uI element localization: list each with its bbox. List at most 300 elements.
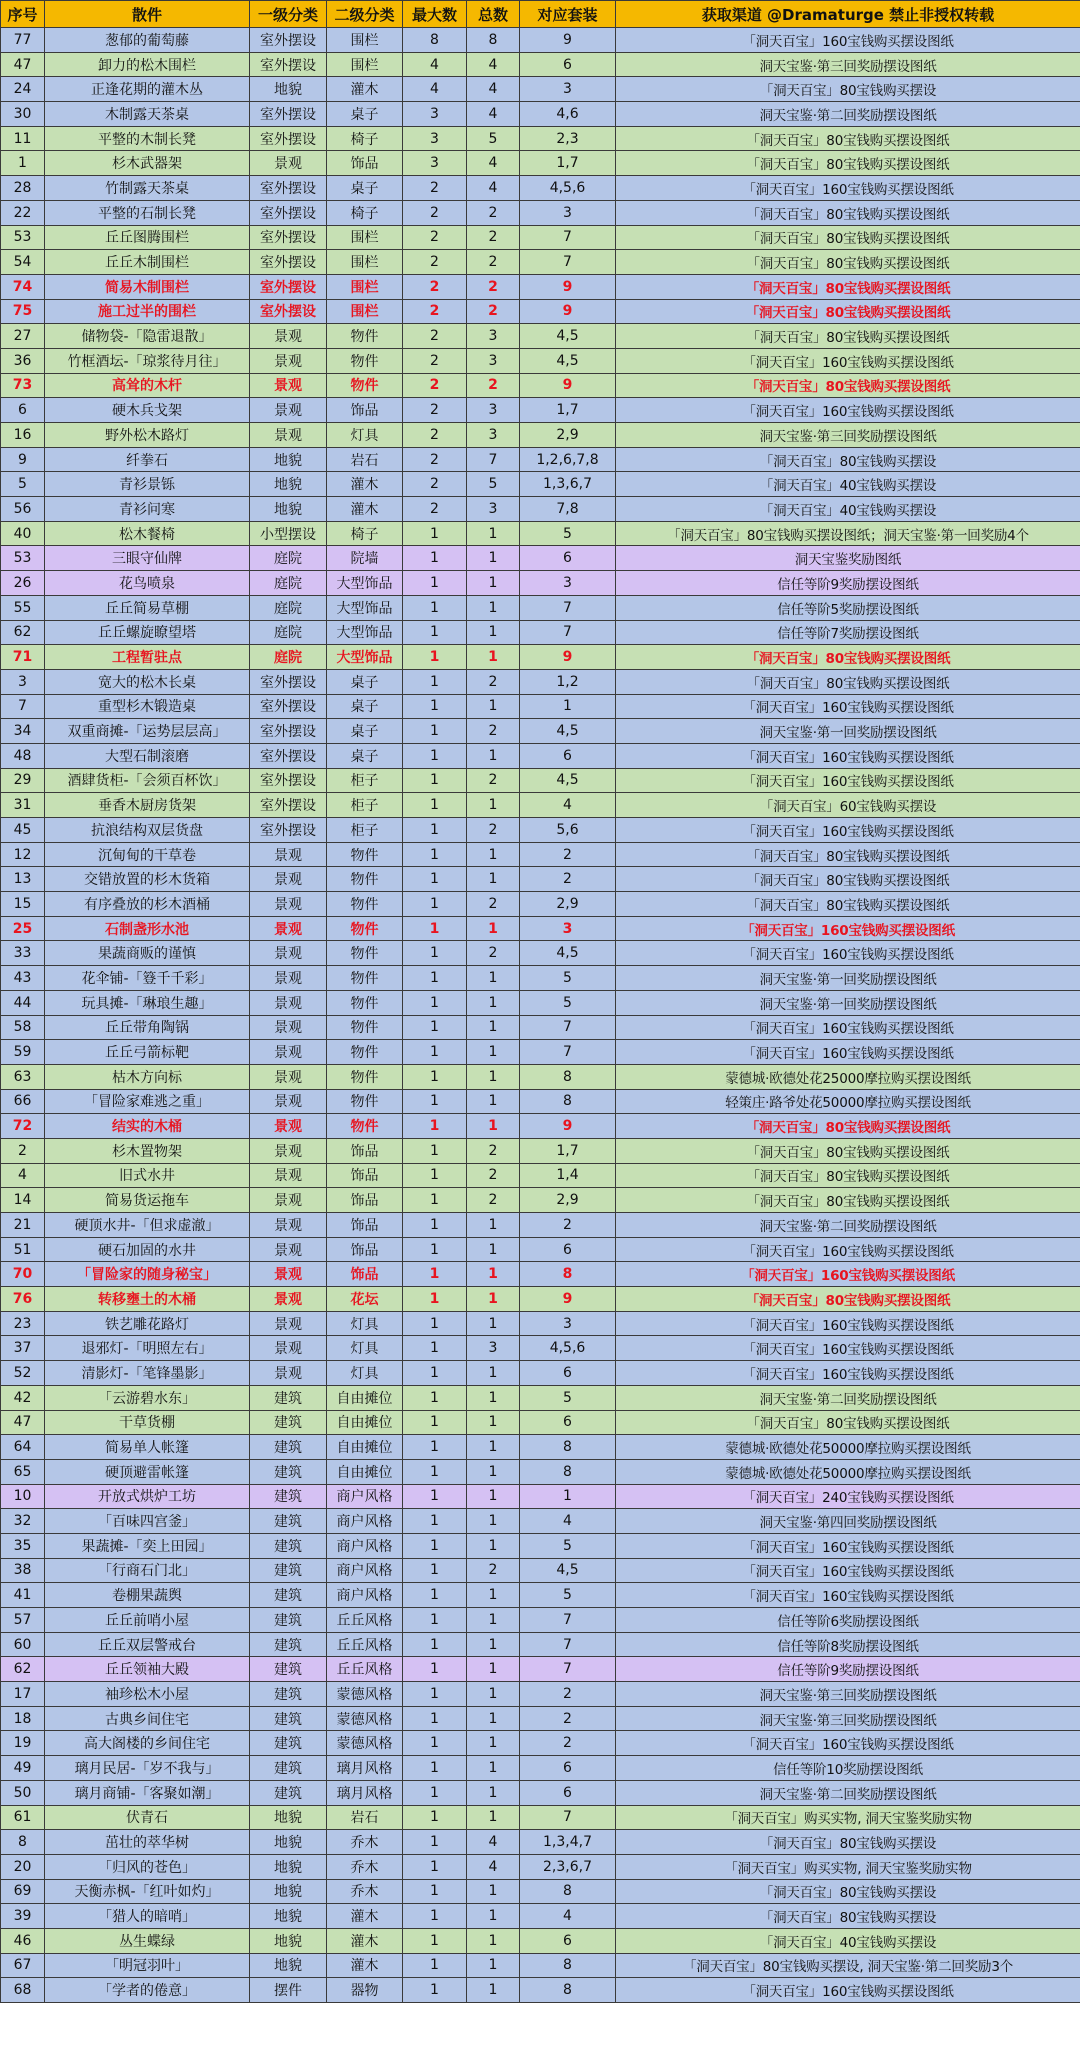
cell-category-2: 自由摊位 xyxy=(327,1385,403,1410)
cell-item: 枯木方向标 xyxy=(45,1064,250,1089)
cell-set: 3 xyxy=(520,571,616,596)
cell-category-2: 大型饰品 xyxy=(327,571,403,596)
cell-id: 14 xyxy=(1,1188,45,1213)
cell-id: 73 xyxy=(1,373,45,398)
cell-category-1: 建筑 xyxy=(250,1385,327,1410)
cell-source: 洞天宝鉴·第二回奖励摆设图纸 xyxy=(616,1780,1080,1805)
cell-set: 2 xyxy=(520,842,616,867)
cell-source: 「洞天百宝」80宝钱购买摆设图纸 xyxy=(616,1188,1080,1213)
cell-category-1: 建筑 xyxy=(250,1706,327,1731)
cell-set: 4,5 xyxy=(520,941,616,966)
table-row xyxy=(1,398,1080,423)
cell-category-2: 物件 xyxy=(327,1015,403,1040)
cell-source: 「洞天百宝」160宝钱购买摆设图纸 xyxy=(616,1311,1080,1336)
cell-id: 60 xyxy=(1,1632,45,1657)
table-row xyxy=(1,842,1080,867)
cell-item: 储物袋-「隐雷退散」 xyxy=(45,324,250,349)
cell-max: 1 xyxy=(403,867,467,892)
cell-category-1: 室外摆设 xyxy=(250,299,327,324)
cell-item: 丘丘图腾围栏 xyxy=(45,225,250,250)
cell-set: 1,3,6,7 xyxy=(520,472,616,497)
cell-category-2: 柜子 xyxy=(327,768,403,793)
table-row xyxy=(1,1706,1080,1731)
cell-source: 洞天宝鉴·第三回奖励摆设图纸 xyxy=(616,1706,1080,1731)
cell-source: 「洞天百宝」80宝钱购买摆设图纸 xyxy=(616,1163,1080,1188)
cell-set: 7 xyxy=(520,1040,616,1065)
cell-total: 1 xyxy=(467,1237,520,1262)
cell-total: 2 xyxy=(467,669,520,694)
cell-id: 17 xyxy=(1,1682,45,1707)
cell-set: 1,3,4,7 xyxy=(520,1830,616,1855)
cell-category-1: 景观 xyxy=(250,423,327,448)
table-row xyxy=(1,694,1080,719)
cell-item: 葱郁的葡萄藤 xyxy=(45,28,250,53)
cell-category-2: 灌木 xyxy=(327,497,403,522)
cell-id: 53 xyxy=(1,546,45,571)
cell-item: 施工过半的围栏 xyxy=(45,299,250,324)
cell-source: 「洞天百宝」160宝钱购买摆设图纸 xyxy=(616,768,1080,793)
cell-source: 洞天宝鉴·第三回奖励摆设图纸 xyxy=(616,1682,1080,1707)
cell-total: 1 xyxy=(467,1213,520,1238)
cell-category-1: 景观 xyxy=(250,1015,327,1040)
cell-source: 「洞天百宝」160宝钱购买摆设图纸 xyxy=(616,941,1080,966)
cell-category-2: 灯具 xyxy=(327,1311,403,1336)
table-row xyxy=(1,1509,1080,1534)
cell-item: 野外松木路灯 xyxy=(45,423,250,448)
cell-max: 2 xyxy=(403,348,467,373)
cell-id: 47 xyxy=(1,52,45,77)
table-row xyxy=(1,151,1080,176)
cell-max: 1 xyxy=(403,1459,467,1484)
cell-category-2: 饰品 xyxy=(327,1138,403,1163)
cell-set: 8 xyxy=(520,1089,616,1114)
table-row xyxy=(1,768,1080,793)
table-row xyxy=(1,1904,1080,1929)
cell-source: 洞天宝鉴·第二回奖励摆设图纸 xyxy=(616,1213,1080,1238)
cell-total: 1 xyxy=(467,1385,520,1410)
cell-total: 2 xyxy=(467,1138,520,1163)
cell-category-2: 桌子 xyxy=(327,743,403,768)
cell-max: 1 xyxy=(403,1385,467,1410)
cell-set: 4,5,6 xyxy=(520,1336,616,1361)
cell-total: 5 xyxy=(467,126,520,151)
cell-category-1: 景观 xyxy=(250,1361,327,1386)
cell-source: 「洞天百宝」160宝钱购买摆设图纸 xyxy=(616,398,1080,423)
cell-category-1: 室外摆设 xyxy=(250,176,327,201)
cell-set: 5 xyxy=(520,1533,616,1558)
cell-source: 「洞天百宝」160宝钱购买摆设图纸 xyxy=(616,916,1080,941)
cell-item: 重型杉木锻造桌 xyxy=(45,694,250,719)
cell-item: 「归风的苍色」 xyxy=(45,1854,250,1879)
table-row xyxy=(1,52,1080,77)
table-row xyxy=(1,1262,1080,1287)
cell-item: 硬顶避雷帐篷 xyxy=(45,1459,250,1484)
cell-id: 56 xyxy=(1,497,45,522)
cell-category-2: 桌子 xyxy=(327,719,403,744)
cell-max: 1 xyxy=(403,1040,467,1065)
cell-item: 铁艺雕花路灯 xyxy=(45,1311,250,1336)
cell-max: 1 xyxy=(403,1533,467,1558)
table-row xyxy=(1,1287,1080,1312)
cell-max: 2 xyxy=(403,423,467,448)
cell-item: 杉木武器架 xyxy=(45,151,250,176)
cell-set: 9 xyxy=(520,645,616,670)
cell-id: 21 xyxy=(1,1213,45,1238)
cell-total: 2 xyxy=(467,719,520,744)
cell-category-1: 地貌 xyxy=(250,1879,327,1904)
table-row xyxy=(1,1015,1080,1040)
cell-set: 3 xyxy=(520,1311,616,1336)
cell-category-1: 室外摆设 xyxy=(250,669,327,694)
table-row xyxy=(1,818,1080,843)
cell-source: 「洞天百宝」80宝钱购买摆设 xyxy=(616,1830,1080,1855)
cell-id: 53 xyxy=(1,225,45,250)
table-row xyxy=(1,1064,1080,1089)
cell-category-2: 灯具 xyxy=(327,1361,403,1386)
cell-max: 1 xyxy=(403,645,467,670)
cell-id: 77 xyxy=(1,28,45,53)
cell-set: 5,6 xyxy=(520,818,616,843)
cell-max: 3 xyxy=(403,102,467,127)
cell-total: 1 xyxy=(467,1015,520,1040)
cell-set: 3 xyxy=(520,200,616,225)
cell-set: 2,3 xyxy=(520,126,616,151)
cell-category-1: 室外摆设 xyxy=(250,694,327,719)
cell-set: 9 xyxy=(520,1114,616,1139)
table-row xyxy=(1,990,1080,1015)
header-source: 获取渠道 @Dramaturge 禁止非授权转载 xyxy=(616,1,1080,28)
cell-total: 1 xyxy=(467,1904,520,1929)
cell-id: 32 xyxy=(1,1509,45,1534)
cell-source: 洞天宝鉴·第二回奖励摆设图纸 xyxy=(616,102,1080,127)
table-row xyxy=(1,28,1080,53)
cell-set: 5 xyxy=(520,966,616,991)
cell-max: 1 xyxy=(403,793,467,818)
cell-max: 1 xyxy=(403,1928,467,1953)
cell-set: 8 xyxy=(520,1064,616,1089)
cell-total: 1 xyxy=(467,1459,520,1484)
cell-item: 丘丘木制围栏 xyxy=(45,250,250,275)
cell-max: 1 xyxy=(403,1879,467,1904)
cell-max: 2 xyxy=(403,447,467,472)
cell-category-2: 桌子 xyxy=(327,176,403,201)
cell-set: 4,5,6 xyxy=(520,176,616,201)
cell-item: 「猎人的暗哨」 xyxy=(45,1904,250,1929)
cell-max: 1 xyxy=(403,1632,467,1657)
cell-item: 花伞铺-「簦千千彩」 xyxy=(45,966,250,991)
table-row xyxy=(1,546,1080,571)
cell-set: 7 xyxy=(520,1015,616,1040)
cell-category-1: 景观 xyxy=(250,867,327,892)
cell-max: 2 xyxy=(403,324,467,349)
cell-category-1: 景观 xyxy=(250,1163,327,1188)
cell-total: 3 xyxy=(467,1336,520,1361)
cell-total: 2 xyxy=(467,274,520,299)
cell-category-1: 建筑 xyxy=(250,1731,327,1756)
cell-category-1: 建筑 xyxy=(250,1657,327,1682)
cell-source: 「洞天百宝」80宝钱购买摆设图纸 xyxy=(616,151,1080,176)
cell-category-2: 大型饰品 xyxy=(327,595,403,620)
cell-category-2: 商户风格 xyxy=(327,1558,403,1583)
cell-item: 竹框酒坛-「琼浆待月往」 xyxy=(45,348,250,373)
cell-source: 「洞天百宝」80宝钱购买摆设图纸 xyxy=(616,225,1080,250)
cell-set: 8 xyxy=(520,1435,616,1460)
cell-total: 1 xyxy=(467,694,520,719)
cell-category-1: 景观 xyxy=(250,1064,327,1089)
cell-source: 「洞天百宝」80宝钱购买摆设图纸 xyxy=(616,1138,1080,1163)
cell-item: 丘丘前哨小屋 xyxy=(45,1608,250,1633)
cell-source: 「洞天百宝」80宝钱购买摆设图纸 xyxy=(616,669,1080,694)
cell-category-2: 灯具 xyxy=(327,423,403,448)
table-row xyxy=(1,176,1080,201)
table-row xyxy=(1,274,1080,299)
cell-total: 5 xyxy=(467,472,520,497)
cell-source: 洞天宝鉴·第一回奖励摆设图纸 xyxy=(616,719,1080,744)
cell-id: 33 xyxy=(1,941,45,966)
cell-item: 硬木兵戈架 xyxy=(45,398,250,423)
cell-category-2: 灌木 xyxy=(327,77,403,102)
cell-category-2: 自由摊位 xyxy=(327,1435,403,1460)
cell-id: 30 xyxy=(1,102,45,127)
cell-set: 4,5 xyxy=(520,768,616,793)
cell-set: 6 xyxy=(520,1410,616,1435)
cell-source: 「洞天百宝」160宝钱购买摆设图纸 xyxy=(616,28,1080,53)
cell-max: 1 xyxy=(403,1188,467,1213)
cell-category-1: 景观 xyxy=(250,324,327,349)
cell-category-2: 灯具 xyxy=(327,1336,403,1361)
cell-item: 纤拳石 xyxy=(45,447,250,472)
cell-source: 蒙德城·欧德处花50000摩拉购买摆设图纸 xyxy=(616,1459,1080,1484)
cell-category-1: 景观 xyxy=(250,348,327,373)
cell-total: 4 xyxy=(467,151,520,176)
cell-id: 55 xyxy=(1,595,45,620)
cell-max: 3 xyxy=(403,126,467,151)
table-row xyxy=(1,423,1080,448)
cell-max: 2 xyxy=(403,398,467,423)
cell-source: 蒙德城·欧德处花25000摩拉购买摆设图纸 xyxy=(616,1064,1080,1089)
table-row xyxy=(1,373,1080,398)
cell-source: 「洞天百宝」80宝钱购买摆设 xyxy=(616,447,1080,472)
cell-total: 1 xyxy=(467,1040,520,1065)
cell-max: 1 xyxy=(403,546,467,571)
cell-total: 1 xyxy=(467,867,520,892)
cell-total: 3 xyxy=(467,423,520,448)
cell-category-1: 景观 xyxy=(250,892,327,917)
cell-source: 「洞天百宝」80宝钱购买摆设图纸 xyxy=(616,842,1080,867)
cell-category-1: 庭院 xyxy=(250,571,327,596)
cell-id: 72 xyxy=(1,1114,45,1139)
cell-id: 75 xyxy=(1,299,45,324)
cell-category-1: 景观 xyxy=(250,398,327,423)
cell-category-1: 室外摆设 xyxy=(250,768,327,793)
cell-category-2: 灌木 xyxy=(327,1928,403,1953)
cell-max: 1 xyxy=(403,1064,467,1089)
cell-set: 1,2,6,7,8 xyxy=(520,447,616,472)
cell-item: 天衡赤枫-「红叶如灼」 xyxy=(45,1879,250,1904)
table-row xyxy=(1,1928,1080,1953)
cell-item: 石制盏形水池 xyxy=(45,916,250,941)
cell-category-1: 室外摆设 xyxy=(250,743,327,768)
cell-set: 7,8 xyxy=(520,497,616,522)
cell-set: 4 xyxy=(520,1904,616,1929)
cell-total: 1 xyxy=(467,1682,520,1707)
table-row xyxy=(1,1854,1080,1879)
cell-category-2: 围栏 xyxy=(327,52,403,77)
cell-category-1: 建筑 xyxy=(250,1484,327,1509)
cell-category-2: 物件 xyxy=(327,867,403,892)
cell-category-2: 商户风格 xyxy=(327,1583,403,1608)
cell-category-1: 景观 xyxy=(250,1262,327,1287)
cell-source: 「洞天百宝」160宝钱购买摆设图纸 xyxy=(616,1040,1080,1065)
cell-source: 「洞天百宝」80宝钱购买摆设图纸 xyxy=(616,274,1080,299)
cell-total: 1 xyxy=(467,1583,520,1608)
cell-item: 茁壮的萃华树 xyxy=(45,1830,250,1855)
cell-max: 1 xyxy=(403,1287,467,1312)
cell-category-2: 大型饰品 xyxy=(327,620,403,645)
cell-category-2: 商户风格 xyxy=(327,1509,403,1534)
cell-max: 8 xyxy=(403,28,467,53)
cell-id: 76 xyxy=(1,1287,45,1312)
cell-category-1: 地貌 xyxy=(250,1854,327,1879)
cell-set: 4,5 xyxy=(520,719,616,744)
cell-category-1: 庭院 xyxy=(250,546,327,571)
cell-set: 9 xyxy=(520,373,616,398)
cell-category-2: 蒙德风格 xyxy=(327,1706,403,1731)
cell-category-2: 饰品 xyxy=(327,151,403,176)
table-row xyxy=(1,1237,1080,1262)
cell-id: 3 xyxy=(1,669,45,694)
cell-category-2: 蒙德风格 xyxy=(327,1731,403,1756)
cell-category-2: 椅子 xyxy=(327,521,403,546)
cell-set: 3 xyxy=(520,916,616,941)
cell-set: 4,6 xyxy=(520,102,616,127)
cell-category-2: 物件 xyxy=(327,941,403,966)
cell-total: 1 xyxy=(467,1484,520,1509)
cell-max: 1 xyxy=(403,620,467,645)
cell-source: 信任等阶9奖励摆设图纸 xyxy=(616,1657,1080,1682)
cell-set: 7 xyxy=(520,595,616,620)
cell-max: 1 xyxy=(403,1978,467,2003)
cell-id: 23 xyxy=(1,1311,45,1336)
cell-source: 「洞天百宝」40宝钱购买摆设 xyxy=(616,472,1080,497)
cell-category-2: 灌木 xyxy=(327,1904,403,1929)
cell-source: 洞天宝鉴·第二回奖励摆设图纸 xyxy=(616,1385,1080,1410)
cell-set: 5 xyxy=(520,990,616,1015)
cell-total: 1 xyxy=(467,1509,520,1534)
table-row xyxy=(1,1953,1080,1978)
cell-set: 1,4 xyxy=(520,1163,616,1188)
cell-set: 1,7 xyxy=(520,398,616,423)
cell-id: 49 xyxy=(1,1756,45,1781)
cell-total: 3 xyxy=(467,324,520,349)
cell-max: 1 xyxy=(403,966,467,991)
cell-category-2: 饰品 xyxy=(327,1237,403,1262)
cell-source: 信任等阶10奖励摆设图纸 xyxy=(616,1756,1080,1781)
cell-category-2: 柜子 xyxy=(327,818,403,843)
cell-category-1: 景观 xyxy=(250,842,327,867)
cell-item: 璃月民居-「岁不我与」 xyxy=(45,1756,250,1781)
cell-total: 1 xyxy=(467,1756,520,1781)
cell-item: 「冒险家的随身秘宝」 xyxy=(45,1262,250,1287)
cell-total: 3 xyxy=(467,497,520,522)
cell-max: 1 xyxy=(403,1435,467,1460)
cell-total: 1 xyxy=(467,793,520,818)
cell-category-1: 景观 xyxy=(250,151,327,176)
cell-item: 双重商摊-「运势层层高」 xyxy=(45,719,250,744)
cell-max: 1 xyxy=(403,595,467,620)
cell-total: 1 xyxy=(467,842,520,867)
cell-item: 璃月商铺-「客聚如潮」 xyxy=(45,1780,250,1805)
cell-max: 4 xyxy=(403,52,467,77)
table-row xyxy=(1,447,1080,472)
cell-category-1: 景观 xyxy=(250,1311,327,1336)
table-row xyxy=(1,1361,1080,1386)
cell-set: 6 xyxy=(520,546,616,571)
cell-source: 「洞天百宝」80宝钱购买摆设图纸 xyxy=(616,126,1080,151)
cell-item: 「冒险家难逃之重」 xyxy=(45,1089,250,1114)
cell-category-1: 室外摆设 xyxy=(250,28,327,53)
cell-total: 2 xyxy=(467,373,520,398)
cell-id: 41 xyxy=(1,1583,45,1608)
cell-total: 1 xyxy=(467,620,520,645)
cell-set: 1 xyxy=(520,694,616,719)
cell-total: 3 xyxy=(467,398,520,423)
cell-category-1: 地貌 xyxy=(250,1904,327,1929)
cell-max: 1 xyxy=(403,1410,467,1435)
cell-id: 9 xyxy=(1,447,45,472)
cell-id: 64 xyxy=(1,1435,45,1460)
cell-id: 10 xyxy=(1,1484,45,1509)
cell-id: 26 xyxy=(1,571,45,596)
cell-source: 信任等阶7奖励摆设图纸 xyxy=(616,620,1080,645)
cell-id: 6 xyxy=(1,398,45,423)
cell-set: 8 xyxy=(520,1879,616,1904)
cell-max: 2 xyxy=(403,274,467,299)
cell-set: 1,7 xyxy=(520,151,616,176)
cell-max: 1 xyxy=(403,521,467,546)
cell-item: 木制露天茶桌 xyxy=(45,102,250,127)
cell-id: 62 xyxy=(1,620,45,645)
cell-set: 6 xyxy=(520,1928,616,1953)
cell-id: 28 xyxy=(1,176,45,201)
cell-item: 开放式烘炉工坊 xyxy=(45,1484,250,1509)
cell-max: 1 xyxy=(403,694,467,719)
cell-total: 1 xyxy=(467,645,520,670)
cell-id: 36 xyxy=(1,348,45,373)
cell-set: 7 xyxy=(520,250,616,275)
cell-id: 22 xyxy=(1,200,45,225)
cell-item: 硬顶水井-「但求虚澈」 xyxy=(45,1213,250,1238)
cell-source: 「洞天百宝」80宝钱购买摆设图纸 xyxy=(616,299,1080,324)
cell-source: 洞天宝鉴·第四回奖励摆设图纸 xyxy=(616,1509,1080,1534)
cell-category-2: 物件 xyxy=(327,1114,403,1139)
header-id: 序号 xyxy=(1,1,45,28)
cell-source: 「洞天百宝」80宝钱购买摆设图纸 xyxy=(616,324,1080,349)
cell-set: 2 xyxy=(520,1213,616,1238)
table-row xyxy=(1,348,1080,373)
cell-source: 「洞天百宝」80宝钱购买摆设 xyxy=(616,77,1080,102)
cell-source: 洞天宝鉴·第一回奖励摆设图纸 xyxy=(616,966,1080,991)
cell-id: 18 xyxy=(1,1706,45,1731)
cell-category-1: 景观 xyxy=(250,966,327,991)
cell-item: 玩具摊-「琳琅生趣」 xyxy=(45,990,250,1015)
cell-total: 2 xyxy=(467,818,520,843)
cell-set: 9 xyxy=(520,299,616,324)
cell-category-2: 桌子 xyxy=(327,669,403,694)
cell-id: 12 xyxy=(1,842,45,867)
cell-max: 1 xyxy=(403,1015,467,1040)
cell-category-2: 岩石 xyxy=(327,447,403,472)
